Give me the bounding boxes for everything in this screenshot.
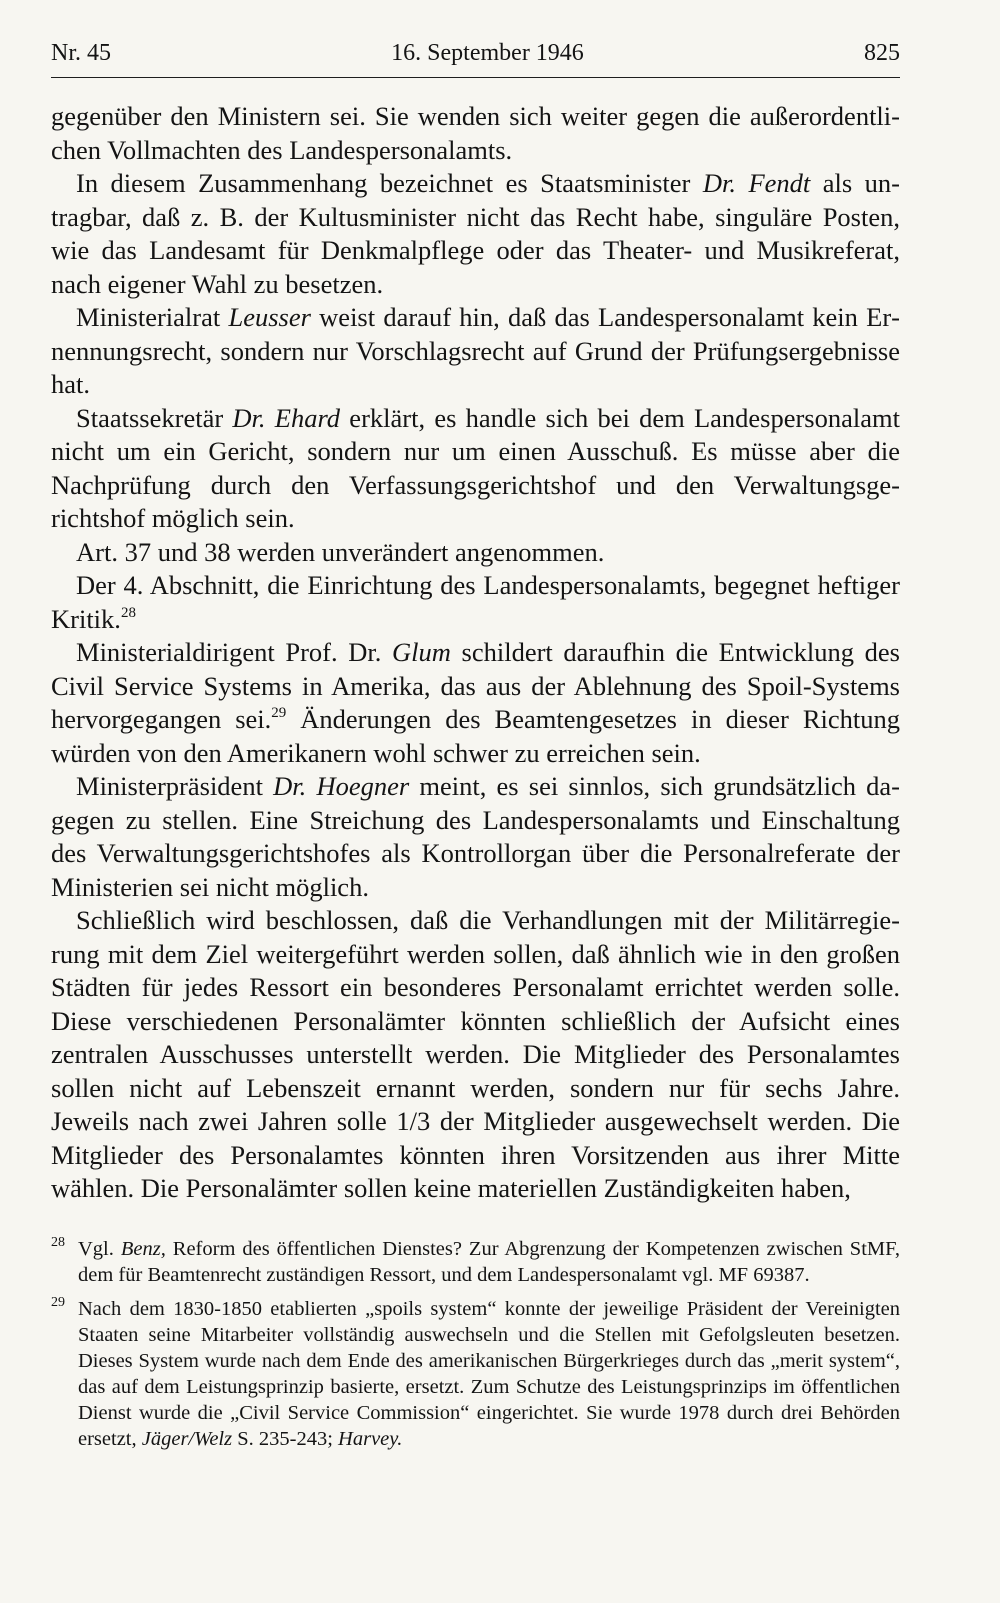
footnote-number: 29	[51, 1294, 65, 1310]
footnote-28: 28 Vgl. Benz, Reform des öffentlichen Dienstes? Zur Abgrenzung der Kompetenzen zwischen StMF, dem für Beamtenrecht zuständigen Ressort, und dem Landespersonalamt vgl. MF 69387.	[51, 1236, 900, 1288]
body-text	[51, 100, 900, 1206]
person-name: Dr. Fendt	[702, 168, 811, 198]
page-number: 825	[863, 40, 900, 66]
author-name: Benz,	[120, 1237, 166, 1260]
paragraph-5: Art. 37 und 38 werden unverändert angenommen.	[76, 536, 605, 567]
person-name: Dr. Hoegner	[273, 771, 410, 801]
reference-author: Jäger/Welz	[141, 1427, 233, 1450]
person-name: Dr. Ehard	[232, 402, 341, 433]
paragraph-7: Ministerialdirigent Prof. Dr. Glum schildert daraufhin die Entwicklung des Civil Service Systems in Amerika, das aus der Ablehnung des Spoil-Systems hervorgegangen sei.$^{29}$ Änderungen des Beamtengesetzes in dieser Richtung würden von den Amerikanern wohl schwer zu erreichen sein.	[51, 637, 900, 768]
footnote-number: 28	[51, 1234, 65, 1250]
reference-author: Harvey.	[338, 1427, 403, 1450]
paragraph-3: Ministerialrat Leusser weist darauf hin, daß das Landespersonalamt kein Ernennungsrecht, sondern nur Vorschlagsrecht auf Grund der Prüfungsergebnisse hat.	[51, 302, 900, 399]
document-page	[51, 38, 900, 1460]
paragraph-1: gegenüber den Ministern sei. Sie wenden sich weiter gegen die außerordentlichen Vollmachten des Landespersonalamts.	[51, 101, 900, 165]
footnote-ref[interactable]: 29	[271, 705, 287, 721]
issue-date: 16. September 1946	[391, 40, 584, 66]
footnote-29: 29 Nach dem 1830-1850 etablierten „spoils system“ konnte der jeweilige Präsident der Vereinigten Staaten seine Mitarbeiter vollständig auswechseln und die Stellen mit Gefolgsleuten besetzen. Dieses System wurde nach dem Ende des amerikanischen Bürgerkrieges durch das „merit system“, das auf dem Leistungsprinzip basierte, ersetzt. Zum Schutze des Leistungsprinzips im öffentlichen Dienst wurde die „Civil Service Commission“ eingerichtet. Sie wurde 1978 durch drei Behörden ersetzt, Jäger/Welz S. 235-243; Harvey.	[51, 1296, 900, 1452]
paragraph-9: Schließlich wird beschlossen, daß die Verhandlungen mit der Militärregierung mit dem Ziel weitergeführt werden sollen, daß ähnlich wie in den großen Städten für jedes Ressort ein besonderes Personalamt errichtet werden solle. Diese verschiedenen Personalämter könnten schließlich der Aufsicht eines zentralen Ausschusses unterstellt werden. Die Mitglieder des Personalamtes sollen nicht auf Lebenszeit ernannt werden, sondern nur für sechs Jahre. Jeweils nach zwei Jahren solle 1/3 der Mitglieder ausgewechselt werden. Die Mitglieder des Personalamtes könnten ihren Vorsitzenden aus ihrer Mitte wählen. Die Personalämter sollen keine materiellen Zuständigkeiten haben,	[51, 905, 900, 1203]
footnotes	[51, 1236, 900, 1452]
person-name: Leusser	[228, 302, 311, 332]
footnote-ref[interactable]: 28	[120, 604, 136, 621]
paragraph-2: In diesem Zusammenhang bezeichnet es Staatsminister Dr. Fendt als untragbar, daß z. B. der Kultusminister nicht das Recht habe, singuläre Posten, wie das Landesamt für Denkmalpflege oder das Theater- und Musikreferat, nach eigener Wahl zu besetzen.	[51, 168, 900, 299]
paragraph-4: Staatssekretär Dr. Ehard erklärt, es handle sich bei dem Landespersonalamt nicht um ein Gericht, sondern nur um einen Ausschuß. Es müsse aber die Nachprüfung durch den Verfassungsgerichtshof und den Verwaltungsgerichtshof möglich sein.	[51, 402, 900, 533]
paragraph-6: Der 4. Abschnitt, die Einrichtung des Landespersonalamts, begegnet heftiger Kritik.$^{28}$	[51, 570, 900, 634]
running-header	[51, 38, 900, 78]
person-name: Glum	[392, 637, 451, 667]
paragraph-8: Ministerpräsident Dr. Hoegner meint, es sei sinnlos, sich grundsätzlich dagegen zu stellen. Eine Streichung des Landespersonalamts und Einschaltung des Verwaltungsgerichtshofes als Kontrollorgan über die Personalreferate der Ministerien sei nicht möglich.	[51, 771, 900, 902]
issue-number: Nr. 45	[51, 40, 111, 66]
